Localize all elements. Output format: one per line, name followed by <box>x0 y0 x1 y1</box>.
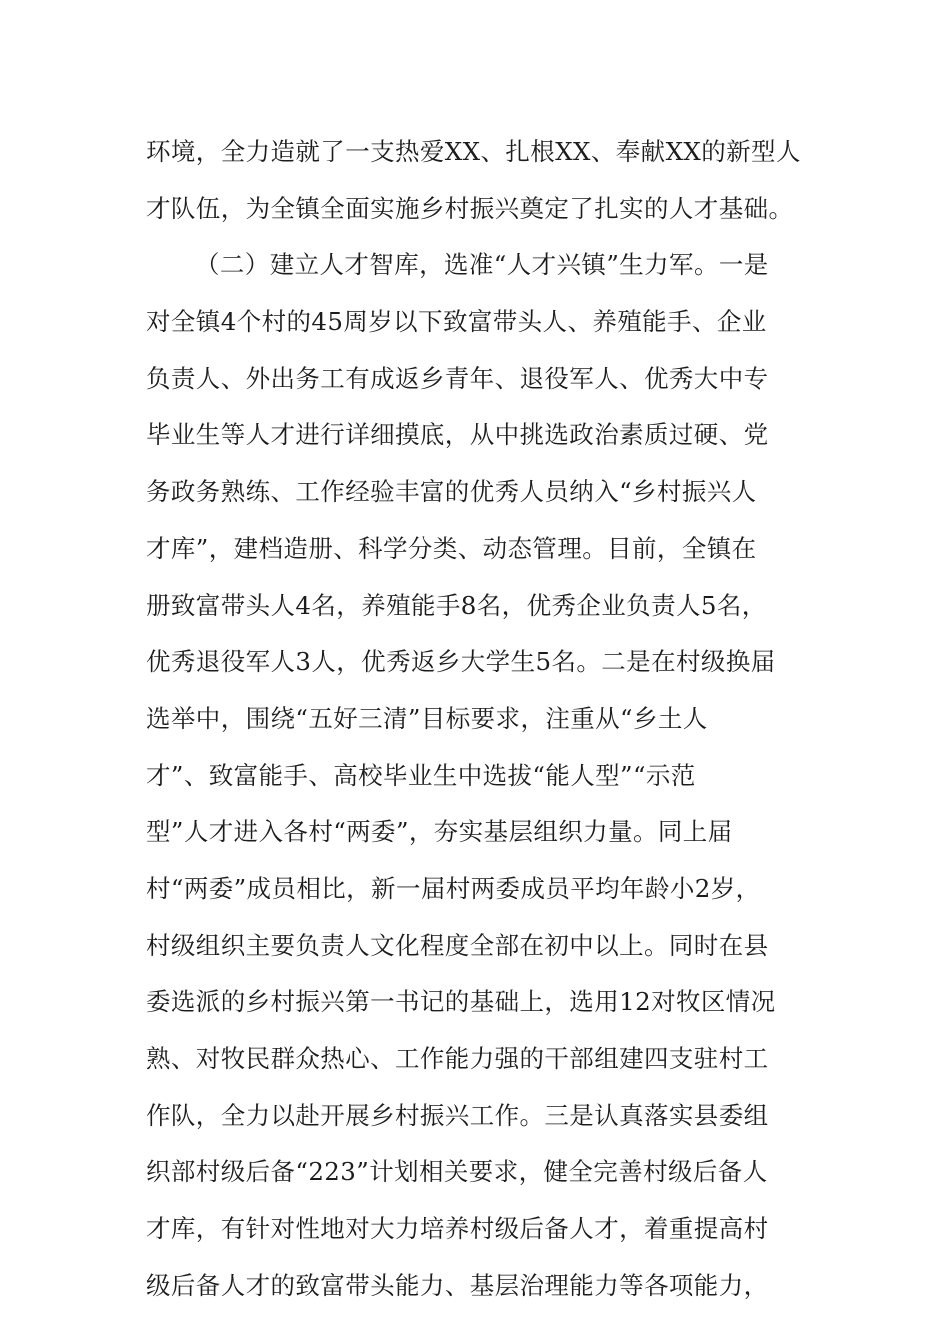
text-line: 级后备人才的致富带头能力、基层治理能力等各项能力， <box>146 1270 769 1300</box>
text-line: 选举中，围绕“五好三清”目标要求，注重从“乡土人 <box>146 703 708 733</box>
text-line: 才库，有针对性地对大力培养村级后备人才，着重提高村 <box>146 1214 769 1244</box>
text-line: 毕业生等人才进行详细摸底，从中挑选政治素质过硬、党 <box>146 420 769 450</box>
text-line: 才队伍，为全镇全面实施乡村振兴奠定了扎实的人才基础。 <box>146 193 794 223</box>
text-line: 负责人、外出务工有成返乡青年、退役军人、优秀大中专 <box>146 363 769 393</box>
body-text <box>146 124 806 1314</box>
text-line: 才库”，建档造册、科学分类、动态管理。目前，全镇在 <box>146 533 757 563</box>
text-line: 优秀退役军人3人，优秀返乡大学生5名。二是在村级换届 <box>146 647 776 677</box>
text-line: 对全镇4个村的45周岁以下致富带头人、养殖能手、企业 <box>146 307 767 337</box>
text-line: 务政务熟练、工作经验丰富的优秀人员纳入“乡村振兴人 <box>146 477 757 507</box>
text-line: 册致富带头人4名，养殖能手8名，优秀企业负责人5名， <box>146 590 767 620</box>
text-line: 作队，全力以赴开展乡村振兴工作。三是认真落实县委组 <box>146 1100 769 1130</box>
text-line: 才”、致富能手、高校毕业生中选拔“能人型”“示范 <box>146 760 696 790</box>
text-line: 环境，全力造就了一支热爱XX、扎根XX、奉献XX的新型人 <box>146 137 801 166</box>
text-line: 熟、对牧民群众热心、工作能力强的干部组建四支驻村工 <box>146 1044 769 1073</box>
text-line: 村级组织主要负责人文化程度全部在初中以上。同时在县 <box>146 930 769 960</box>
text-line: 村“两委”成员相比，新一届村两委成员平均年龄小2岁， <box>146 873 761 903</box>
text-line: 型”人才进入各村“两委”，夯实基层组织力量。同上届 <box>146 817 733 847</box>
text-line: 织部村级后备“223”计划相关要求，健全完善村级后备人 <box>146 1157 768 1187</box>
section-heading-line: （二）建立人才智库，选准“人才兴镇”生力军。一是 <box>195 250 769 280</box>
text-line: 委选派的乡村振兴第一书记的基础上，选用12对牧区情况 <box>146 987 776 1017</box>
